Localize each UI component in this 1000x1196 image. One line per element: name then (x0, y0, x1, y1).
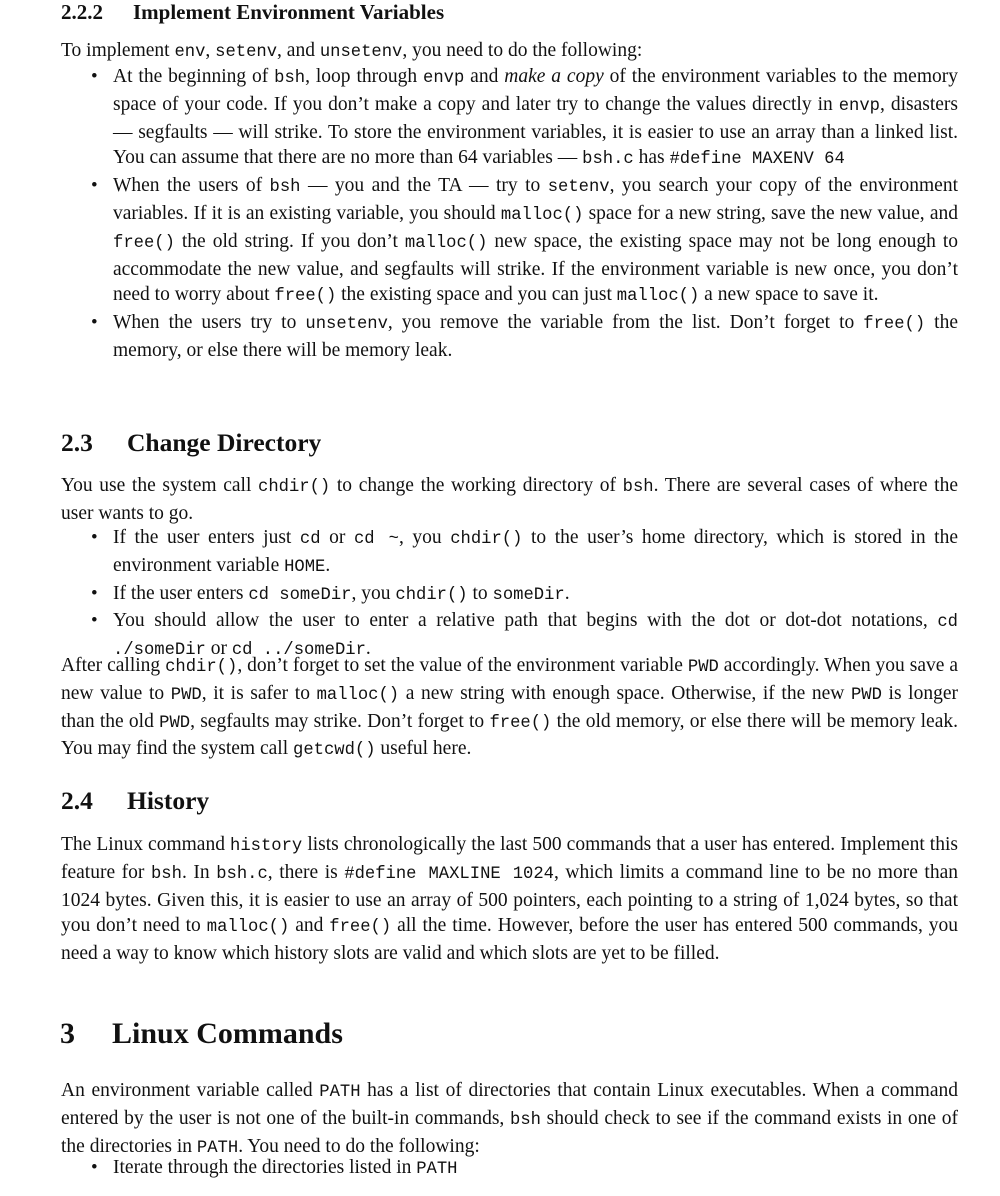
section-title: History (127, 786, 210, 815)
section-title: Linux Commands (112, 1017, 343, 1050)
section-title: Implement Environment Variables (133, 0, 445, 24)
chdir-bullet-list (113, 525, 958, 664)
subsection-heading (61, 788, 209, 814)
list-item: • When the users of bsh — you and the TA — try to setenv, you search your copy of the environment variables. If it is an existing variable, you should malloc() space for a new string, save the new value, and free() the old string. If you don’t malloc() new space, the existing space may not be long enough to accommodate the new value, and segfaults will strike. If the environment variable is new once, you don’t need to worry about free() the existing space and you can just malloc() a new space to save it. (113, 173, 958, 310)
section-heading (60, 1017, 343, 1050)
paragraph-pwd: After calling chdir(), don’t forget to set the value of the environment variable PWD accordingly. When you save a new value to PWD, it is safer to malloc() a new string with enough space. Otherwise, if the new PWD is longer than the old PWD, segfaults may strike. Don’t forget to free() the old memory, or else there will be memory leak. You may find the system call getcwd() useful here. (61, 655, 958, 761)
subsection-heading (61, 430, 321, 456)
list-item: • You should allow the user to enter a relative path that begins with the dot or dot-dot notations, cd ./someDir or cd ../someDir. (113, 608, 958, 664)
paragraph-history: The Linux command history lists chronologically the last 500 commands that a user has entered. Implement this feature for bsh. In bsh.c, there is #define MAXLINE 1024, which limits a command line to be no more than 1024 bytes. Given this, it is easier to use an array of 500 pointers, each pointing to a string of 1,024 bytes, so that you don’t need to malloc() and free() all the time. However, before the user has entered 500 commands, you need a way to know which history slots are valid and which slots are yet to be filled. (61, 834, 959, 965)
paragraph-env-intro: To implement env, setenv, and unsetenv, you need to do the following: (61, 40, 643, 62)
section-title: Change Directory (127, 428, 322, 457)
paragraph-linux-commands: An environment variable called PATH has a list of directories that contain Linux executables. When a command entered by the user is not one of the built-in commands, bsh should check to see if the command exists in one of the directories in PATH. You need to do the following: (61, 1080, 959, 1158)
path-bullet-list (113, 1155, 958, 1183)
list-item: • At the beginning of bsh, loop through envp and make a copy of the environment variables to the memory space of your code. If you don’t make a copy and later try to change the values directly in envp, disasters — segfaults — will strike. To store the environment variables, it is easier to use an array than a linked list. You can assume that there are no more than 64 variables — bsh.c has #define MAXENV 64 (113, 64, 958, 173)
list-item: • If the user enters cd someDir, you chdir() to someDir. (113, 581, 958, 609)
section-number: 2.4 (61, 786, 93, 815)
list-item: • If the user enters just cd or cd ~, you chdir() to the user’s home directory, which is stored in the environment variable HOME. (113, 525, 958, 581)
env-bullet-list (113, 64, 958, 364)
list-item: • Iterate through the directories listed in PATH (113, 1155, 958, 1183)
section-number: 2.2.2 (61, 0, 103, 24)
section-number: 3 (60, 1017, 75, 1050)
list-item: • When the users try to unsetenv, you remove the variable from the list. Don’t forget to free() the memory, or else there will be memory leak. (113, 310, 958, 364)
subsubsection-heading (61, 0, 444, 26)
paragraph-chdir-intro: You use the system call chdir() to change the working directory of bsh. There are several cases of where the user wants to go. (61, 475, 958, 524)
section-number: 2.3 (61, 428, 93, 457)
